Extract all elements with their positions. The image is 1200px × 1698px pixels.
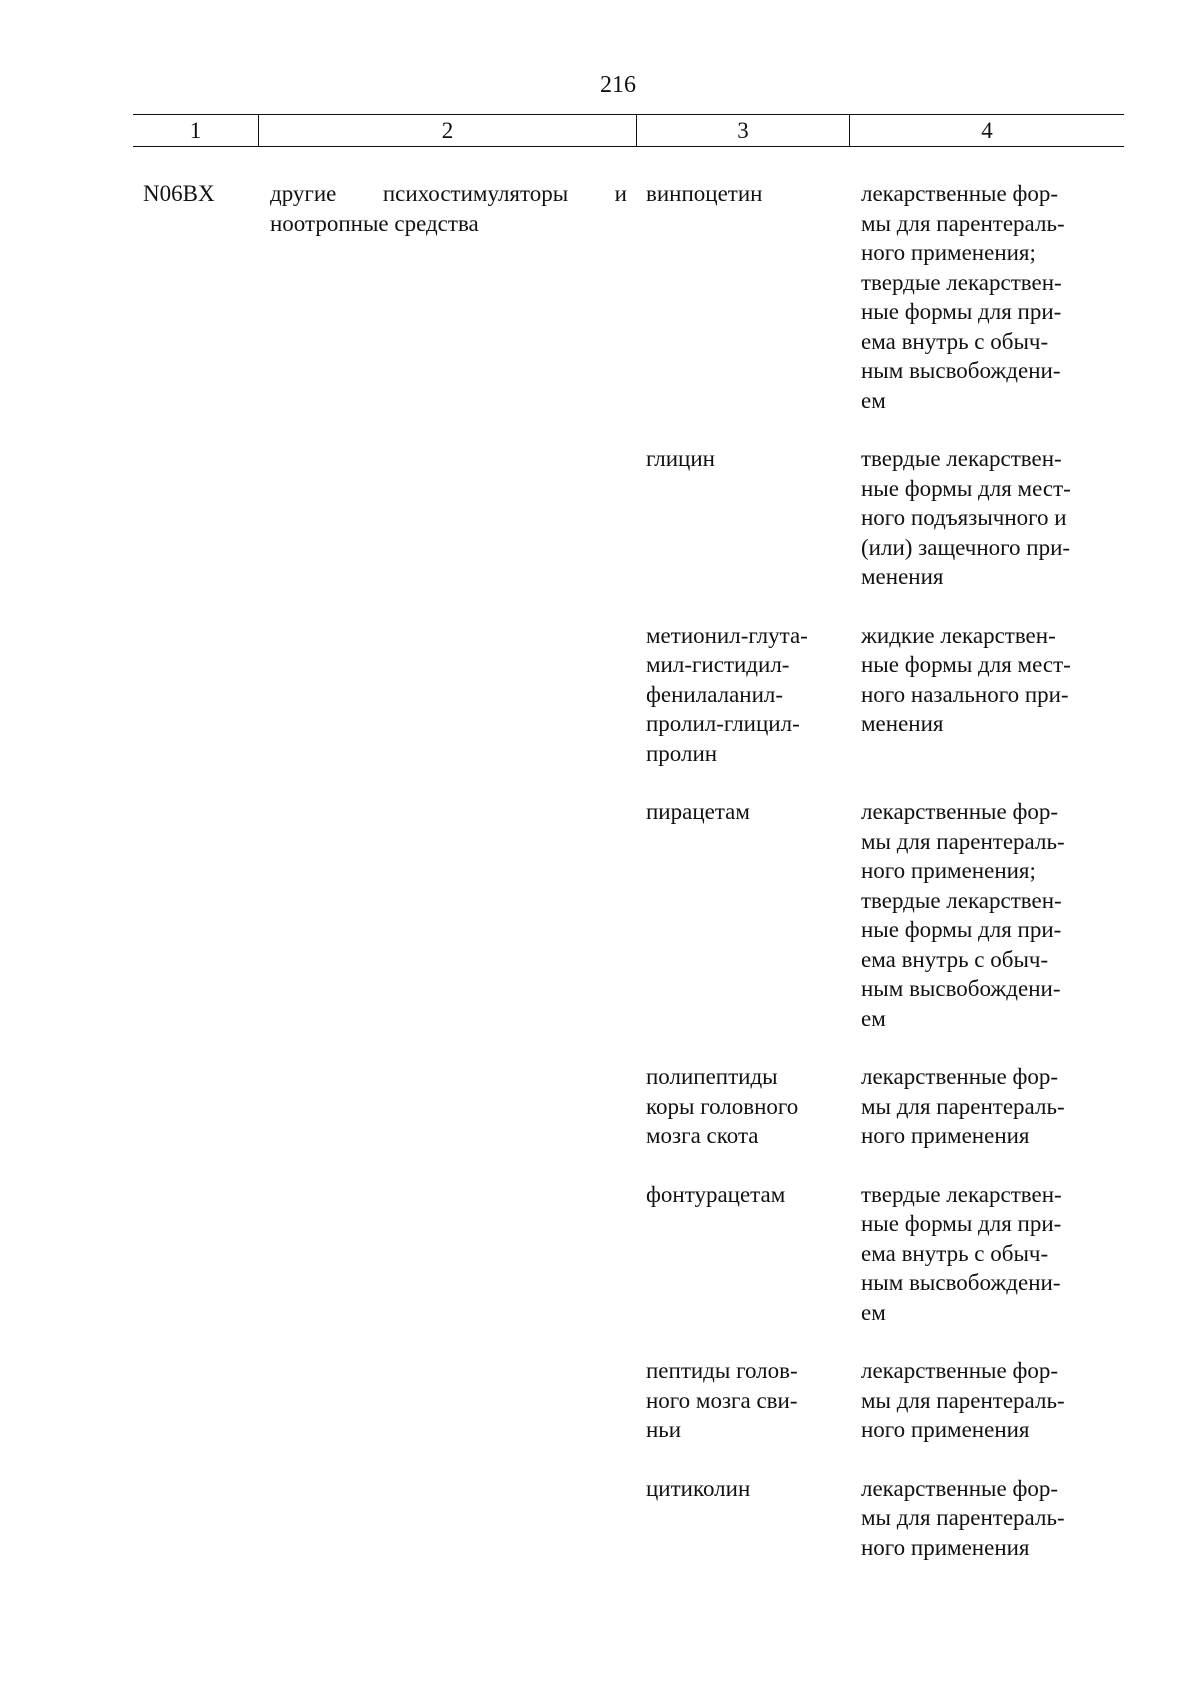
drug-dosage-form: твердые лекарствен- ные формы для мест- ного подъязычного и (или) защечного при- менения [861,446,1071,589]
drug-row [646,621,1124,769]
header-col-2: 2 [258,115,636,146]
drug-dosage-form: твердые лекарствен- ные формы для при- ема внутрь с обыч- ным высвобождени- ем [861,1181,1062,1325]
drug-substance: пептиды голов- ного мозга сви- ньи [646,1358,798,1442]
header-col-3: 3 [636,115,849,146]
drug-dosage-form: жидкие лекарствен- ные формы для мест- ного назального при- менения [861,622,1071,736]
drug-row [646,179,1124,415]
drug-substance: полипептиды коры головного мозга скота [646,1064,799,1148]
drug-dosage-form: лекарственные фор- мы для парентераль- ного применения [861,1064,1065,1148]
drug-substance: метионил-глута- мил-гистидил- фенилаланил- пролил-глицил- пролин [646,622,808,766]
drug-substance: пирацетам [646,799,750,824]
drug-dosage-form: лекарственные фор- мы для парентераль- ного применения [861,1358,1065,1442]
header-col-4: 4 [849,115,1124,146]
drug-row [646,1474,1124,1563]
drug-substance: глицин [646,446,715,471]
drug-row [646,797,1124,1033]
drug-dosage-form: лекарственные фор- мы для парентераль- ного применения [861,1475,1065,1560]
drug-dosage-form: лекарственные фор- мы для парентераль- ного применения; твердые лекарствен- ные формы для при- ема внутрь с обыч- ным высвобождени- ем [861,181,1065,413]
drug-list [646,179,1124,1591]
drug-substance: цитиколин [646,1475,751,1501]
drug-row [646,444,1124,592]
atc-code: N06BX [143,181,215,206]
drug-row [646,1356,1124,1445]
drug-substance: винпоцетин [646,181,763,206]
drug-dosage-form: лекарственные фор- мы для парентераль- ного применения; твердые лекарствен- ные формы для при- ема внутрь с обыч- ным высвобождени- ем [861,799,1065,1031]
header-col-1: 1 [189,118,202,143]
drug-substance: фонтурацетам [646,1181,786,1207]
page-number: 216 [600,72,636,98]
drug-row [646,1180,1124,1328]
drug-row [646,1062,1124,1151]
atc-group-name: другие психостимуляторы и ноотропные средства [270,181,627,236]
table-header [133,114,1124,147]
